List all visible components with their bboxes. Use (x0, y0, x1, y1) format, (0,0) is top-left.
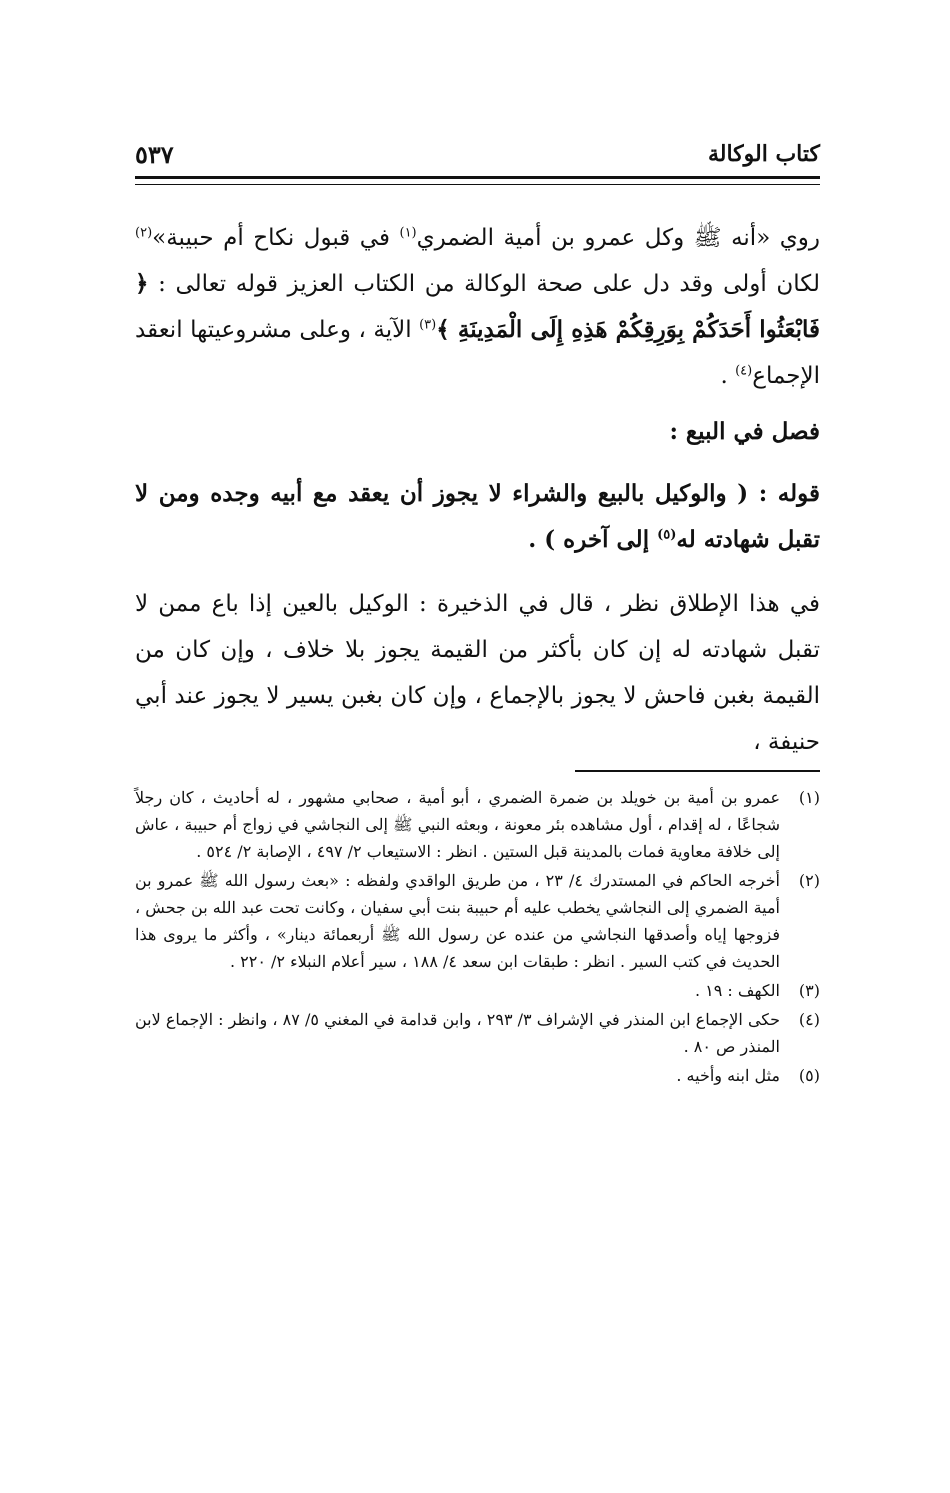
footnote-text: حكى الإجماع ابن المنذر في الإشراف ٣/ ٢٩٣ ، وابن قدامة في المغني ٥/ ٨٧ ، وانظر : الإجماع لابن المنذر ص ٨٠ . (135, 1010, 781, 1056)
footnote (135, 867, 820, 975)
text-run: روي «أنه ﷺ وكل عمرو بن أمية الضمري (416, 225, 820, 251)
footnote-number: (٣) (798, 981, 820, 1000)
paragraph-commentary: في هذا الإطلاق نظر ، قال في الذخيرة : الوكيل بالعين إذا باع ممن لا تقبل شهادته له إن كان بأكثر من القيمة يجوز بلا خلاف ، وإن كان من القيمة بغبن فاحش لا يجوز بالإجماع ، وإن كان بغبن يسير لا يجوز عند أبي حنيفة ، (135, 591, 820, 755)
quoted-matn (135, 471, 820, 563)
footnote-ref: (٥) (657, 527, 677, 543)
section-heading: فصل في البيع : (669, 418, 820, 445)
footnote-number: (٢) (798, 871, 820, 890)
footnote-number: (٤) (798, 1010, 820, 1029)
page-number: ٥٣٧ (135, 139, 174, 169)
text-run: الآية ، وعلى مشروعيتها انعقد الإجماع (135, 317, 820, 389)
text-run: . (720, 363, 736, 389)
quran-verse: ﴿ فَابْعَثُوا أَحَدَكُمْ بِوَرِقِكُمْ هَذِهِ إِلَى الْمَدِينَةِ ﴾ (135, 270, 820, 343)
header-rule-thin (135, 184, 820, 185)
footnote (135, 1062, 820, 1089)
footnote-ref: (٣) (419, 317, 437, 333)
footnote-ref: (١) (399, 225, 417, 241)
footnote-number: (١) (798, 788, 820, 807)
footnote-ref: (٤) (735, 363, 753, 379)
footnote (135, 977, 820, 1004)
footnote-number: (٥) (798, 1066, 820, 1085)
footnote-text: أخرجه الحاكم في المستدرك ٤/ ٢٣ ، من طريق الواقدي ولفظه : «بعث رسول الله ﷺ عمرو بن أمية الضمري إلى النجاشي يخطب عليه أم حبيبة بنت أبي سفيان ، وكانت تحت عبد الله بن جحش ، فزوجها إياه وأصدقها النجاشي من عنده عن رسول الله ﷺ أربعمائة دينار» ، وأكثر ما يروى هذا الحديث في كتب السير . انظر : طبقات ابن سعد ٤/ ١٨٨ ، سير أعلام النبلاء ٢/ ٢٢٠ . (135, 871, 780, 971)
chapter-title: كتاب الوكالة (707, 141, 820, 167)
text-run: إلى آخره ) . (528, 526, 658, 553)
footnote-text: عمرو بن أمية بن خويلد بن ضمرة الضمري ، أبو أمية ، صحابي مشهور ، له أحاديث ، كان رجلاً شجاعًا ، له إقدام ، أول مشاهده بئر معونة ، وبعثه النبي ﷺ إلى النجاشي في زواج أم حبيبة ، عاش إلى خلافة معاوية فمات بالمدينة قبل الستين . انظر : الاستيعاب ٢/ ٤٩٧ ، الإصابة ٢/ ٥٢٤ . (135, 788, 780, 861)
text-run: في قبول نكاح أم حبيبة» (152, 225, 400, 251)
footnote (135, 1006, 820, 1060)
footnote-separator (575, 770, 820, 772)
text-run: لكان أولى وقد دل على صحة الوكالة من الكتاب العزيز قوله تعالى : (148, 271, 820, 297)
main-text (135, 215, 820, 765)
footnote-text: مثل ابنه وأخيه . (676, 1066, 780, 1085)
footnote (135, 784, 820, 865)
footnote-text: الكهف : ١٩ . (694, 981, 780, 1000)
text-run: قوله : ( والوكيل بالبيع والشراء لا يجوز أن يعقد مع أبيه وجده ومن لا تقبل شهادته له (135, 480, 820, 553)
footnotes (135, 784, 820, 1091)
header-rule-thick (135, 176, 820, 179)
footnote-ref: (٢) (135, 225, 153, 241)
page-header (135, 134, 820, 174)
paragraph-intro (135, 215, 820, 399)
